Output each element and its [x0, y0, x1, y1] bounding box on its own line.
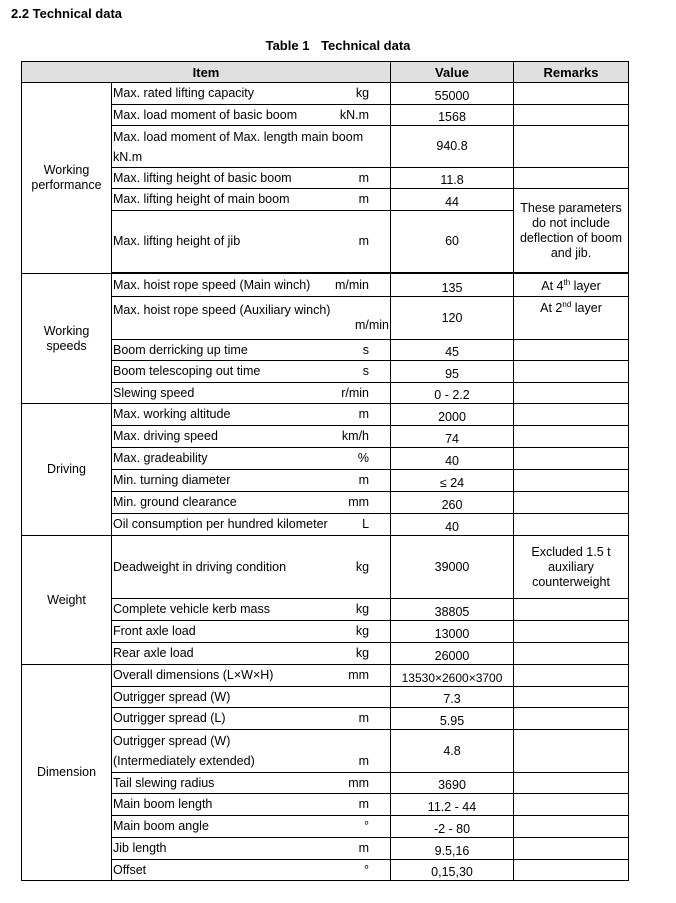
row-remarks	[514, 621, 629, 643]
row-value: 3690	[391, 773, 514, 794]
row-remarks	[514, 361, 629, 383]
row-item	[112, 126, 391, 168]
item-unit: m	[358, 711, 370, 725]
item-unit: kg	[355, 646, 370, 660]
item-label: Slewing speed	[113, 385, 195, 400]
row-value: 4.8	[391, 730, 514, 773]
row-item	[112, 492, 391, 514]
row-item	[112, 838, 391, 860]
technical-data-table	[21, 61, 629, 881]
row-item	[112, 816, 391, 838]
row-item	[112, 448, 391, 470]
row-remarks	[514, 492, 629, 514]
item-unit: kN.m	[339, 107, 370, 122]
remark-aux-winch	[514, 297, 629, 340]
row-item	[112, 274, 391, 297]
row-item	[112, 860, 391, 881]
item-unit: m	[358, 841, 370, 855]
row-remarks	[514, 426, 629, 448]
header-remarks: Remarks	[514, 62, 629, 83]
row-remarks	[514, 470, 629, 492]
table-caption-title: Technical data	[321, 38, 411, 53]
row-item	[112, 621, 391, 643]
item-label: Deadweight in driving condition	[113, 559, 287, 574]
item-unit: m	[358, 234, 370, 248]
row-remarks	[514, 514, 629, 536]
table-row	[22, 514, 629, 536]
row-item	[112, 361, 391, 383]
item-label: Max. working altitude	[113, 407, 231, 421]
item-label: Max. load moment of Max. length main boom kN.m	[113, 129, 364, 164]
row-remarks	[514, 83, 629, 105]
group-dimension: Dimension	[22, 665, 112, 881]
item-label: Max. hoist rope speed (Auxiliary winch)	[113, 303, 331, 317]
row-remarks	[514, 340, 629, 361]
row-item	[112, 211, 391, 273]
row-value: 5.95	[391, 708, 514, 730]
item-unit: kg	[355, 559, 370, 574]
row-remarks	[514, 105, 629, 126]
row-value: 260	[391, 492, 514, 514]
table-row	[22, 404, 629, 426]
row-value: 95	[391, 361, 514, 383]
row-value: 13000	[391, 621, 514, 643]
table-header-row	[22, 62, 629, 83]
item-unit: mm	[348, 668, 370, 682]
item-label: Main boom angle	[113, 819, 209, 833]
item-label: Complete vehicle kerb mass	[113, 602, 271, 616]
item-label: Boom telescoping out time	[113, 364, 261, 378]
item-label: Max. gradeability	[113, 451, 208, 465]
row-remarks	[514, 126, 629, 168]
item-unit: r/min	[341, 385, 370, 400]
table-row	[22, 492, 629, 514]
row-value: 0 - 2.2	[391, 383, 514, 404]
table-row	[22, 189, 629, 211]
row-remarks	[514, 168, 629, 189]
table-row	[22, 470, 629, 492]
item-unit: m	[358, 192, 370, 206]
group-weight: Weight	[22, 536, 112, 665]
row-item	[112, 730, 391, 773]
row-item	[112, 105, 391, 126]
row-item	[112, 708, 391, 730]
remark-main-winch-text: At 4	[541, 279, 564, 294]
item-unit: %	[357, 451, 370, 465]
item-label-2: (Intermediately extended)	[113, 754, 255, 768]
table-caption-label: Table 1	[265, 38, 310, 53]
row-item	[112, 189, 391, 211]
row-remarks	[514, 687, 629, 708]
table-row	[22, 297, 629, 340]
row-value: 135	[391, 274, 514, 297]
table-row	[22, 794, 629, 816]
item-unit: km/h	[341, 429, 370, 443]
item-label: Jib length	[113, 841, 167, 855]
table-row	[22, 83, 629, 105]
item-label: Overall dimensions (L×W×H)	[113, 668, 274, 682]
item-label: Max. lifting height of basic boom	[113, 170, 292, 185]
row-value: 1568	[391, 105, 514, 126]
table-row	[22, 708, 629, 730]
item-unit: mm	[348, 495, 370, 509]
item-label: Front axle load	[113, 624, 196, 638]
row-remarks	[514, 773, 629, 794]
item-label: Rear axle load	[113, 646, 194, 660]
row-remarks	[514, 599, 629, 621]
row-value: 940.8	[391, 126, 514, 168]
item-label: Offset	[113, 862, 147, 877]
row-remarks	[514, 730, 629, 773]
row-value: 11.8	[391, 168, 514, 189]
row-item	[112, 168, 391, 189]
item-label: Min. turning diameter	[113, 473, 231, 487]
item-unit: m	[358, 797, 370, 811]
row-value: 40	[391, 514, 514, 536]
row-remarks	[514, 860, 629, 881]
item-label: Min. ground clearance	[113, 495, 237, 509]
remark-jib-deflection: These parameters do not include deflection of boom and jib.	[514, 189, 629, 273]
row-item	[112, 297, 391, 340]
row-value: 11.2 - 44	[391, 794, 514, 816]
remark-deadweight: Excluded 1.5 t auxiliary counterweight	[514, 536, 629, 599]
row-item	[112, 383, 391, 404]
remark-main-winch-suffix: layer	[570, 279, 601, 294]
item-label: Boom derricking up time	[113, 342, 248, 357]
table-row	[22, 773, 629, 794]
item-label: Oil consumption per hundred kilometer	[113, 517, 328, 531]
row-remarks	[514, 383, 629, 404]
remark-aux-winch-suffix: layer	[571, 301, 602, 316]
table-row	[22, 816, 629, 838]
item-unit: kg	[355, 602, 370, 616]
item-unit: m	[358, 407, 370, 421]
row-remarks	[514, 404, 629, 426]
item-label: Max. lifting height of jib	[113, 234, 241, 248]
row-value: 7.3	[391, 687, 514, 708]
row-value: 0,15,30	[391, 860, 514, 881]
table-row	[22, 448, 629, 470]
row-item	[112, 426, 391, 448]
table-row	[22, 536, 629, 599]
table-row	[22, 643, 629, 665]
row-item	[112, 470, 391, 492]
row-remarks	[514, 794, 629, 816]
item-label: Max. rated lifting capacity	[113, 86, 255, 100]
item-unit: mm	[348, 775, 370, 790]
row-remarks	[514, 708, 629, 730]
row-value: 60	[391, 211, 514, 273]
header-item: Item	[22, 62, 391, 83]
row-item	[112, 404, 391, 426]
table-row	[22, 426, 629, 448]
table-row	[22, 361, 629, 383]
item-label: Max. driving speed	[113, 429, 218, 443]
row-value: 120	[391, 297, 514, 340]
table-row	[22, 383, 629, 404]
item-unit: L	[362, 517, 370, 531]
row-item	[112, 536, 391, 599]
row-item	[112, 599, 391, 621]
item-label: Max. hoist rope speed (Main winch)	[113, 277, 311, 292]
item-unit: m	[358, 754, 370, 768]
item-unit: m/min	[354, 318, 390, 332]
row-value: 38805	[391, 599, 514, 621]
row-value: 40	[391, 448, 514, 470]
table-row	[22, 687, 629, 708]
item-unit: m	[358, 170, 370, 185]
item-unit: kg	[355, 86, 370, 100]
table-caption	[0, 38, 676, 53]
row-remarks	[514, 816, 629, 838]
table-row	[22, 838, 629, 860]
row-item	[112, 514, 391, 536]
remark-aux-winch-text: At 2	[540, 301, 563, 316]
row-value: 44	[391, 189, 514, 211]
table-row	[22, 105, 629, 126]
remark-main-winch	[514, 274, 629, 297]
row-remarks	[514, 448, 629, 470]
row-item	[112, 794, 391, 816]
row-item	[112, 773, 391, 794]
remark-main-winch-sup: th	[563, 278, 571, 288]
table-row	[22, 274, 629, 297]
item-unit: kg	[355, 624, 370, 638]
item-label: Outrigger spread (W)	[113, 689, 231, 704]
row-remarks	[514, 665, 629, 687]
item-unit: m/min	[334, 277, 370, 292]
row-remarks	[514, 643, 629, 665]
row-value: 55000	[391, 83, 514, 105]
row-value: 2000	[391, 404, 514, 426]
item-label: Max. lifting height of main boom	[113, 192, 290, 206]
row-value: 74	[391, 426, 514, 448]
table-row	[22, 665, 629, 687]
group-working-performance: Working performance	[22, 83, 112, 274]
row-value: 39000	[391, 536, 514, 599]
item-label: Max. load moment of basic boom	[113, 107, 298, 122]
section-title: 2.2 Technical data	[11, 6, 123, 21]
item-label: Tail slewing radius	[113, 775, 215, 790]
row-value: -2 - 80	[391, 816, 514, 838]
table-row	[22, 621, 629, 643]
group-working-speeds: Working speeds	[22, 274, 112, 404]
table-row	[22, 168, 629, 189]
row-item	[112, 83, 391, 105]
row-item	[112, 687, 391, 708]
row-value: 45	[391, 340, 514, 361]
table-row	[22, 340, 629, 361]
row-value: ≤ 24	[391, 470, 514, 492]
item-unit: s	[362, 364, 370, 378]
item-unit: s	[362, 342, 370, 357]
row-item	[112, 643, 391, 665]
row-value: 13530×2600×3700	[391, 665, 514, 687]
row-item	[112, 340, 391, 361]
row-remarks	[514, 838, 629, 860]
remark-aux-winch-sup: nd	[562, 300, 572, 309]
row-item	[112, 665, 391, 687]
item-label: Outrigger spread (W)	[113, 734, 231, 748]
item-unit: °	[364, 862, 370, 877]
group-driving: Driving	[22, 404, 112, 536]
table-row	[22, 860, 629, 881]
header-value: Value	[391, 62, 514, 83]
item-label: Outrigger spread (L)	[113, 711, 226, 725]
item-label: Main boom length	[113, 797, 213, 811]
row-value: 9.5,16	[391, 838, 514, 860]
row-value: 26000	[391, 643, 514, 665]
item-unit: °	[364, 819, 370, 833]
table-row	[22, 599, 629, 621]
table-row	[22, 730, 629, 773]
item-unit: m	[358, 473, 370, 487]
table-row	[22, 126, 629, 168]
